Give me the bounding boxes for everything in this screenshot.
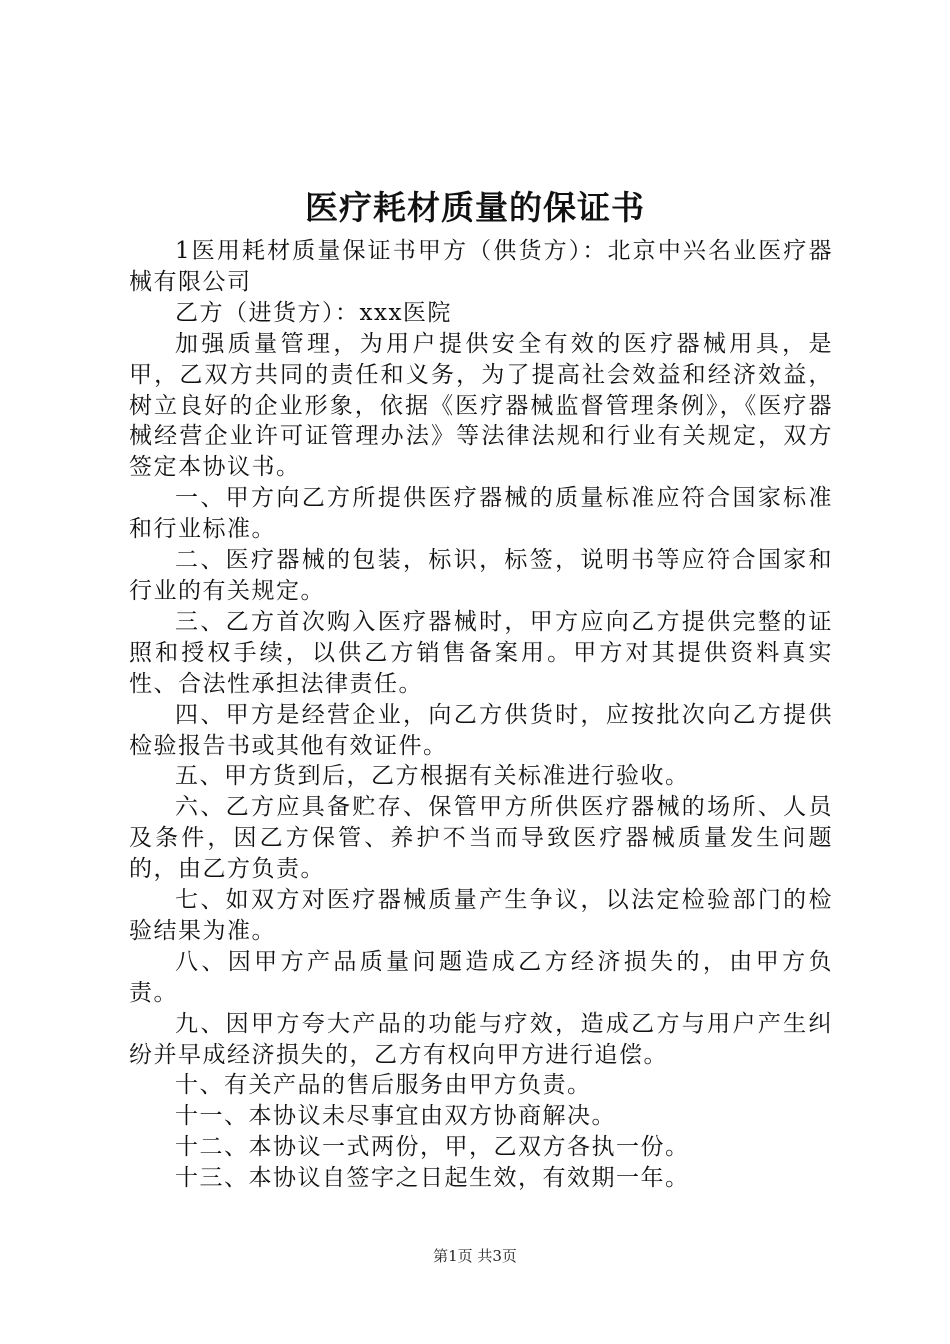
clause-11: 十一、本协议未尽事宜由双方协商解决。 (175, 1103, 616, 1130)
clause-13: 十三、本协议自签字之日起生效，有效期一年。 (175, 1165, 690, 1192)
clause-5: 五、甲方货到后，乙方根据有关标准进行验收。 (175, 763, 690, 790)
clause-6: 六、乙方应具备贮存、保管甲方所供医疗器械的场所、人员及条件，因乙方保管、养护不当而导致医疗器械质量发生问题的，由乙方负责。 (129, 794, 833, 883)
clause-1: 一、甲方向乙方所提供医疗器械的质量标准应符合国家标准和行业标准。 (129, 485, 833, 543)
clause-9: 九、因甲方夸大产品的功能与疗效，造成乙方与用户产生纠纷并早成经济损失的，乙方有权向甲方进行追偿。 (129, 1010, 833, 1068)
page-number-footer: 第1页 共3页 (433, 1247, 517, 1265)
document-body (129, 236, 833, 1194)
paragraph-preamble: 加强质量管理，为用户提供安全有效的医疗器械用具，是甲，乙双方共同的责任和义务，为了提高社会效益和经济效益，树立良好的企业形象，依据《医疗器械监督管理条例》，《医疗器械经营企业许可证管理办法》等法律法规和行业有关规定，双方签定本协议书。 (129, 330, 833, 481)
clause-10: 十、有关产品的售后服务由甲方负责。 (175, 1072, 592, 1099)
clause-4: 四、甲方是经营企业，向乙方供货时，应按批次向乙方提供检验报告书或其他有效证件。 (129, 701, 833, 759)
clause-8: 八、因甲方产品质量问题造成乙方经济损失的，由甲方负责。 (129, 948, 833, 1006)
paragraph-intro-parties: 1医用耗材质量保证书甲方（供货方）：北京中兴名业医疗器械有限公司 (129, 238, 833, 295)
clause-7: 七、如双方对医疗器械质量产生争议，以法定检验部门的检验结果为准。 (129, 887, 833, 944)
clause-3: 三、乙方首次购入医疗器械时，甲方应向乙方提供完整的证照和授权手续，以供乙方销售备案用。甲方对其提供资料真实性、合法性承担法律责任。 (129, 608, 833, 697)
clause-2: 二、医疗器械的包装，标识，标签，说明书等应符合国家和行业的有关规定。 (129, 547, 833, 604)
clause-12: 十二、本协议一式两份，甲，乙双方各执一份。 (175, 1134, 690, 1161)
paragraph-party-b: 乙方（进货方）：xxx医院 (175, 299, 452, 326)
document-title: 医疗耗材质量的保证书 (305, 188, 645, 227)
